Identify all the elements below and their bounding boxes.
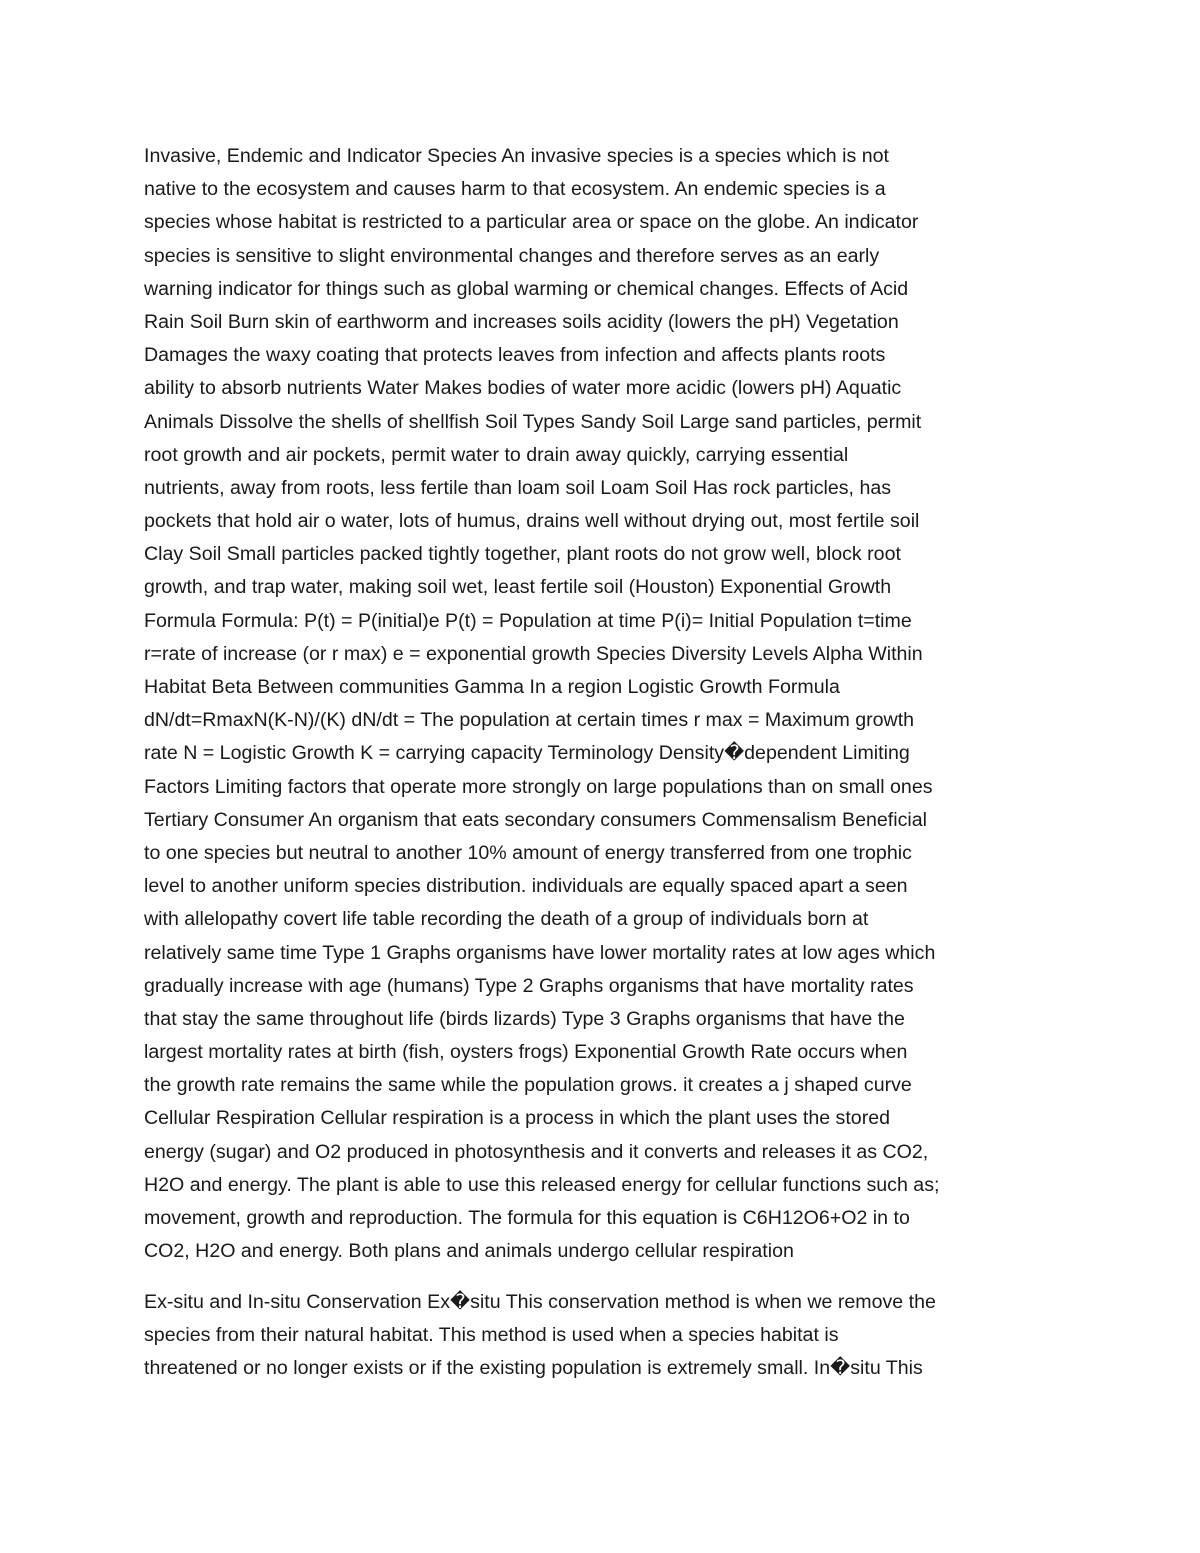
paragraph-1-line: gradually increase with age (humans) Type 2 Graphs organisms that have mortality rates	[144, 974, 914, 997]
paragraph-1-line: energy (sugar) and O2 produced in photosynthesis and it converts and releases it as CO2,	[144, 1140, 929, 1163]
paragraph-1-line: the growth rate remains the same while the population grows. it creates a j shaped curve	[144, 1074, 912, 1097]
paragraph-1-line: species whose habitat is restricted to a particular area or space on the globe. An indicator	[144, 211, 919, 234]
paragraph-1-line: ability to absorb nutrients Water Makes bodies of water more acidic (lowers pH) Aquatic	[144, 377, 902, 400]
paragraph-1-line: largest mortality rates at birth (fish, oysters frogs) Exponential Growth Rate occurs when	[144, 1041, 908, 1064]
paragraph-1-line: pockets that hold air o water, lots of humus, drains well without drying out, most fertile soil	[144, 510, 920, 533]
paragraph-1-line: nutrients, away from roots, less fertile than loam soil Loam Soil Has rock particles, has	[144, 476, 892, 499]
paragraph-1-line: movement, growth and reproduction. The formula for this equation is C6H12O6+O2 in to	[144, 1207, 910, 1229]
paragraph-1-line: rate N = Logistic Growth K = carrying capacity Terminology Density�dependent Limiting	[144, 742, 910, 765]
paragraph-1-line: Formula Formula: P(t) = P(initial)e P(t) = Population at time P(i)= Initial Population t=time	[144, 609, 912, 632]
paragraph-1-line: that stay the same throughout life (birds lizards) Type 3 Graphs organisms that have the	[144, 1007, 905, 1030]
paragraph-1-line: root growth and air pockets, permit water to drain away quickly, carrying essential	[144, 443, 849, 466]
paragraph-1-line: Clay Soil Small particles packed tightly together, plant roots do not grow well, block root	[144, 543, 901, 566]
paragraph-1-line: relatively same time Type 1 Graphs organisms have lower mortality rates at low ages which	[144, 941, 936, 964]
paragraph-1-line: to one species but neutral to another 10% amount of energy transferred from one trophic	[144, 841, 912, 864]
paragraph-1	[144, 140, 1064, 1268]
paragraph-1-line: with allelopathy covert life table recording the death of a group of individuals born at	[144, 908, 869, 931]
paragraph-1-line: Habitat Beta Between communities Gamma In a region Logistic Growth Formula	[144, 676, 840, 698]
paragraph-1-line: native to the ecosystem and causes harm to that ecosystem. An endemic species is a	[144, 178, 886, 201]
paragraph-1-line: Tertiary Consumer An organism that eats secondary consumers Commensalism Beneficial	[144, 808, 927, 831]
paragraph-1-line: Damages the waxy coating that protects leaves from infection and affects plants roots	[144, 344, 886, 367]
paragraph-1-line: Factors Limiting factors that operate more strongly on large populations than on small ones	[144, 775, 933, 798]
paragraph-1-line: species is sensitive to slight environmental changes and therefore serves as an early	[144, 244, 880, 267]
paragraph-1-line: Invasive, Endemic and Indicator Species An invasive species is a species which is not	[144, 145, 889, 167]
paragraph-1-line: CO2, H2O and energy. Both plans and animals undergo cellular respiration	[144, 1240, 794, 1263]
paragraph-1-line: dN/dt=RmaxN(K-N)/(K) dN/dt = The population at certain times r max = Maximum growth	[144, 709, 915, 732]
paragraph-1-line: warning indicator for things such as global warming or chemical changes. Effects of Acid	[144, 277, 909, 300]
paragraph-1-line: level to another uniform species distribution. individuals are equally spaced apart a seen	[144, 875, 908, 898]
paragraph-2	[144, 1286, 1064, 1386]
paragraph-1-line: Rain Soil Burn skin of earthworm and increases soils acidity (lowers the pH) Vegetation	[144, 310, 899, 333]
paragraph-2-line: Ex-situ and In-situ Conservation Ex�situ This conservation method is when we remove the	[144, 1291, 936, 1313]
paragraph-1-line: H2O and energy. The plant is able to use this released energy for cellular functions such as;	[144, 1173, 940, 1196]
paragraph-2-line: species from their natural habitat. This method is used when a species habitat is	[144, 1324, 839, 1347]
paragraph-1-line: Cellular Respiration Cellular respiration is a process in which the plant uses the stored	[144, 1107, 891, 1130]
paragraph-1-line: growth, and trap water, making soil wet, least fertile soil (Houston) Exponential Growth	[144, 576, 892, 599]
paragraph-1-line: Animals Dissolve the shells of shellfish Soil Types Sandy Soil Large sand particles, permit	[144, 410, 922, 433]
paragraph-1-line: r=rate of increase (or r max) e = exponential growth Species Diversity Levels Alpha Within	[144, 642, 923, 665]
paragraph-2-line: threatened or no longer exists or if the existing population is extremely small. In�situ This	[144, 1357, 923, 1380]
